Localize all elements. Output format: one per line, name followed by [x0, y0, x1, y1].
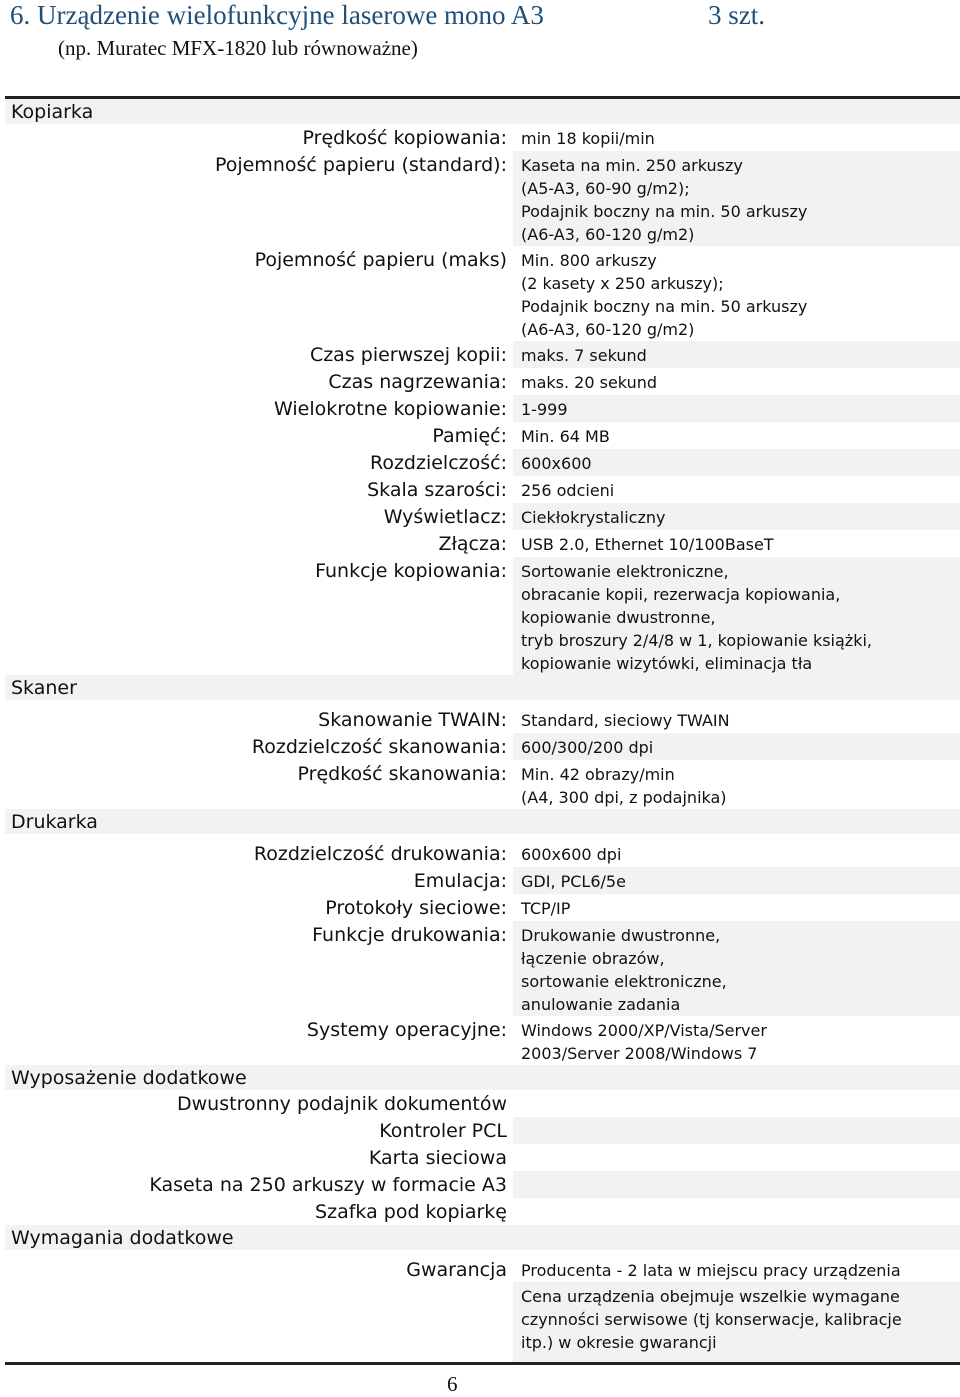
spec-value [513, 449, 960, 476]
spec-row [5, 894, 960, 921]
spec-value-line: 600x600 [521, 454, 592, 473]
spec-value-line: maks. 7 sekund [521, 346, 647, 365]
spec-row [5, 1198, 960, 1225]
spec-value-line: itp.) w okresie gwarancji [521, 1333, 717, 1352]
spec-row [5, 449, 960, 476]
spec-row [5, 1282, 960, 1362]
spec-label: Prędkość skanowania: [297, 763, 507, 785]
spec-value-line: obracanie kopii, rezerwacja kopiowania, [521, 585, 841, 604]
spec-value-line: tryb broszury 2/4/8 w 1, kopiowanie książki, [521, 631, 872, 650]
spec-label: Karta sieciowa [368, 1147, 507, 1169]
spec-value [513, 1090, 960, 1117]
spec-row [5, 124, 960, 151]
spec-label: Prędkość kopiowania: [302, 127, 507, 149]
spec-label: Skanowanie TWAIN: [318, 709, 507, 731]
spec-label: Gwarancja [406, 1259, 507, 1281]
spec-value-line: GDI, PCL6/5e [521, 872, 626, 891]
spec-label: Systemy operacyjne: [306, 1019, 507, 1041]
spec-value-line: Min. 800 arkuszy [521, 251, 657, 270]
spec-row [5, 1171, 960, 1198]
spec-value-line: Min. 64 MB [521, 427, 610, 446]
spec-value-line: sortowanie elektroniczne, [521, 972, 727, 991]
section-skaner [5, 675, 960, 700]
spec-label: Rozdzielczość skanowania: [251, 736, 507, 758]
spec-value [513, 124, 960, 151]
spec-value-line: Drukowanie dwustronne, [521, 926, 721, 945]
spec-value [513, 1171, 960, 1198]
spec-value-line: Standard, sieciowy TWAIN [521, 711, 730, 730]
section-kopiarka [5, 99, 960, 124]
spec-label: Dwustronny podajnik dokumentów [177, 1093, 507, 1115]
spec-value [513, 1198, 960, 1225]
spec-value-line: (A5-A3, 60-90 g/m2); [521, 179, 690, 198]
spec-value [513, 557, 960, 675]
spec-value [513, 1282, 960, 1362]
spec-value [513, 1117, 960, 1144]
spec-row [5, 503, 960, 530]
document-heading [10, 0, 765, 31]
spec-row [5, 1016, 960, 1065]
section-title: Skaner [11, 677, 77, 699]
spec-row [5, 476, 960, 503]
spec-value [513, 151, 960, 246]
section-title: Wyposażenie dodatkowe [11, 1067, 247, 1089]
spec-label: Emulacja: [413, 870, 507, 892]
spec-label: Szafka pod kopiarkę [315, 1201, 507, 1223]
spec-row [5, 921, 960, 1016]
spec-value-line: (A4, 300 dpi, z podajnika) [521, 788, 727, 807]
spec-value [513, 867, 960, 894]
spec-value-line: anulowanie zadania [521, 995, 681, 1014]
section-title: Kopiarka [11, 101, 94, 123]
spec-label: Protokoły sieciowe: [325, 897, 507, 919]
spec-value-line: kopiowanie wizytówki, eliminacja tła [521, 654, 813, 673]
spec-label: Wyświetlacz: [383, 506, 507, 528]
spec-value-line: Ciekłokrystaliczny [521, 508, 666, 527]
spec-row [5, 840, 960, 867]
spec-label: Funkcje kopiowania: [315, 560, 507, 582]
spec-value [513, 368, 960, 395]
spec-value-line: min 18 kopii/min [521, 129, 655, 148]
spec-value [513, 422, 960, 449]
spec-label: Pamięć: [432, 425, 507, 447]
spec-value [513, 341, 960, 368]
spec-value [513, 760, 960, 809]
spec-value-line: Producenta - 2 lata w miejscu pracy urządzenia [521, 1261, 901, 1280]
spec-label: Funkcje drukowania: [312, 924, 507, 946]
spec-label: Czas pierwszej kopii: [309, 344, 507, 366]
spec-label: Pojemność papieru (maks) [254, 249, 507, 271]
spec-value-line: Podajnik boczny na min. 50 arkuszy [521, 297, 808, 316]
spec-label: Rozdzielczość: [369, 452, 507, 474]
spec-row [5, 246, 960, 341]
spec-row [5, 1144, 960, 1171]
spec-label [5, 1282, 513, 1362]
spec-label: Pojemność papieru (standard): [214, 154, 507, 176]
spec-value [513, 530, 960, 557]
spec-row [5, 341, 960, 368]
spec-value-line: TCP/IP [521, 899, 571, 918]
spec-label: Złącza: [438, 533, 507, 555]
document-subtitle: (np. Muratec MFX-1820 lub równoważne) [58, 36, 418, 60]
spec-value-line: kopiowanie dwustronne, [521, 608, 716, 627]
section-title: Drukarka [11, 811, 98, 833]
section-drukarka [5, 809, 960, 834]
spec-value [513, 840, 960, 867]
spec-value [513, 1144, 960, 1171]
section-wyposazenie [5, 1065, 960, 1090]
spec-row [5, 867, 960, 894]
spec-value-line: (A6-A3, 60-120 g/m2) [521, 320, 695, 339]
spec-value-line: maks. 20 sekund [521, 373, 657, 392]
section-wymagania [5, 1225, 960, 1250]
spec-label: Wielokrotne kopiowanie: [274, 398, 507, 420]
section-title: Wymagania dodatkowe [11, 1227, 234, 1249]
spec-value-line: Kaseta na min. 250 arkuszy [521, 156, 743, 175]
spec-row [5, 1090, 960, 1117]
spec-value [513, 921, 960, 1016]
spec-value-line: łączenie obrazów, [521, 949, 665, 968]
spec-label: Kontroler PCL [379, 1120, 507, 1142]
spec-value [513, 395, 960, 422]
spec-value-line: 256 odcieni [521, 481, 615, 500]
spec-value-line: USB 2.0, Ethernet 10/100BaseT [521, 535, 774, 554]
spec-row [5, 422, 960, 449]
spec-value-line: 1-999 [521, 400, 568, 419]
spec-value [513, 246, 960, 341]
spec-value [513, 894, 960, 921]
spec-value [513, 503, 960, 530]
spec-label: Czas nagrzewania: [328, 371, 507, 393]
page-number: 6 [447, 1372, 458, 1396]
specification-table [5, 96, 960, 1365]
spec-row [5, 1117, 960, 1144]
spec-row [5, 557, 960, 675]
spec-value-line: (2 kasety x 250 arkuszy); [521, 274, 724, 293]
spec-value-line: Windows 2000/XP/Vista/Server [521, 1021, 767, 1040]
spec-value [513, 1256, 960, 1282]
spec-value [513, 706, 960, 733]
spec-value [513, 476, 960, 503]
spec-value-line: 2003/Server 2008/Windows 7 [521, 1044, 758, 1063]
spec-label: Rozdzielczość drukowania: [253, 843, 507, 865]
spec-label: Kaseta na 250 arkuszy w formacie A3 [149, 1174, 507, 1196]
spec-value-line: Min. 42 obrazy/min [521, 765, 675, 784]
spec-row [5, 368, 960, 395]
spec-value-line: 600/300/200 dpi [521, 738, 654, 757]
spec-row [5, 151, 960, 246]
heading-quantity: 3 szt. [708, 0, 765, 30]
spec-value-line: Sortowanie elektroniczne, [521, 562, 729, 581]
spec-row [5, 530, 960, 557]
spec-value-line: czynności serwisowe (tj konserwacje, kalibracje [521, 1310, 902, 1329]
spec-value [513, 733, 960, 760]
spec-value [513, 1016, 960, 1065]
spec-value-line: (A6-A3, 60-120 g/m2) [521, 225, 695, 244]
spec-row [5, 760, 960, 809]
spec-row [5, 395, 960, 422]
spec-row [5, 733, 960, 760]
spec-value-line: Cena urządzenia obejmuje wszelkie wymagane [521, 1287, 900, 1306]
spec-row [5, 706, 960, 733]
spec-value-line: Podajnik boczny na min. 50 arkuszy [521, 202, 808, 221]
heading-title: 6. Urządzenie wielofunkcyjne laserowe mono A3 [10, 0, 544, 30]
spec-row [5, 1256, 960, 1282]
spec-value-line: 600x600 dpi [521, 845, 622, 864]
spec-label: Skala szarości: [367, 479, 507, 501]
